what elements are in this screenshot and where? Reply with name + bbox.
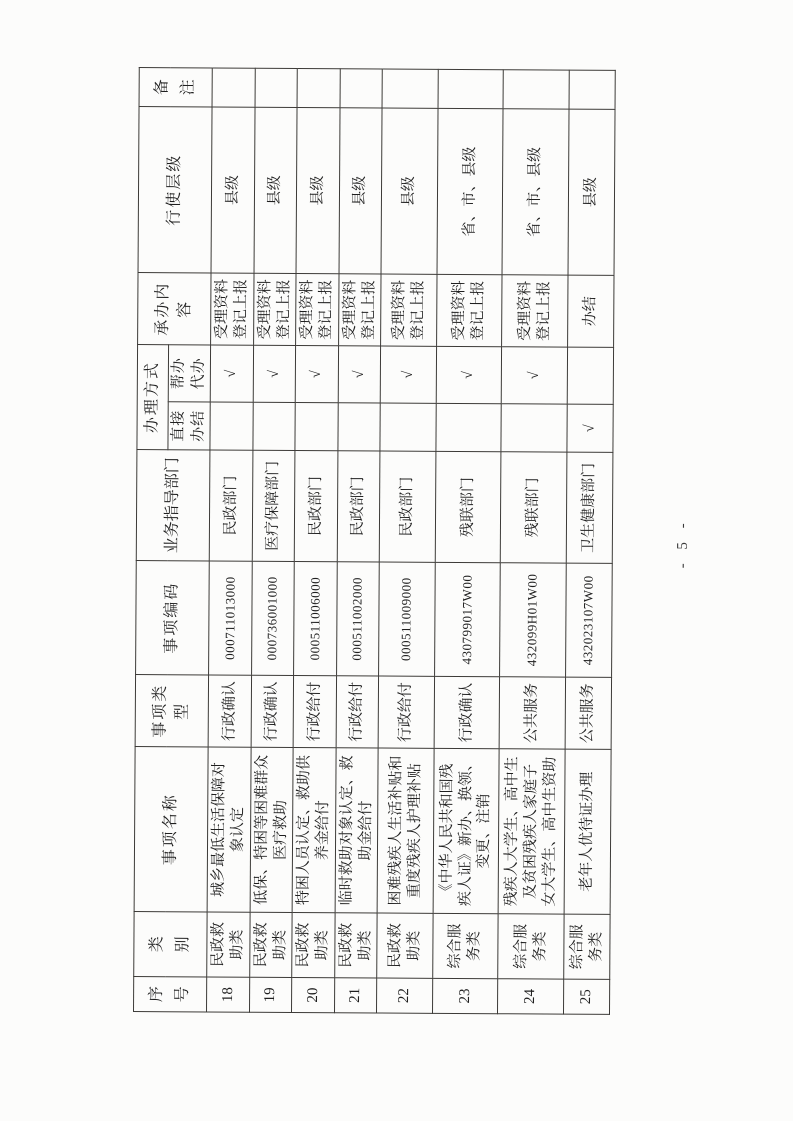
direct-check-cell [436,403,501,451]
serial-cell: 18 [207,977,250,1012]
table-row [432,69,503,1013]
guide-dept-cell: 民政部门 [294,450,338,561]
serial-cell: 22 [376,978,432,1013]
item-type-cell: 行政给付 [293,675,336,747]
remark-cell [255,68,297,107]
header-item-name: 事项名称 [134,747,208,912]
guide-dept-cell: 医疗保障部门 [252,450,295,561]
header-handle-method: 办理方式 [137,344,169,449]
level-cell: 县级 [296,107,340,273]
assist-check-cell: √ [380,346,436,403]
assist-check-cell: √ [253,345,295,402]
item-type-cell: 公共服务 [565,677,611,749]
direct-check-cell [338,403,380,451]
item-type-cell: 行政确认 [208,675,251,747]
header-item-code: 事项编码 [136,561,210,675]
assist-check-cell [567,347,613,404]
content-cell: 受理资料 登记上报 [296,273,339,345]
item-type-cell: 行政确认 [434,676,499,748]
direct-check-cell [501,404,567,452]
serial-cell: 24 [497,979,563,1014]
item-code-cell: 430799017W00 [435,562,501,676]
item-code-cell: 000736001000 [252,561,295,675]
serial-cell: 19 [250,977,292,1012]
content-cell: 受理资料 登记上报 [211,273,254,345]
remark-cell [569,70,615,109]
remark-cell [382,69,438,108]
level-cell: 县级 [381,108,438,274]
direct-check-cell: √ [567,404,613,452]
header-category: 类 别 [134,912,207,977]
category-cell: 综合服 务类 [433,913,498,978]
direct-check-cell [210,402,253,450]
content-cell: 受理资料 登记上报 [381,274,437,346]
table-row [563,70,615,1014]
header-row-1 [134,68,171,1012]
category-cell: 综合服 务类 [564,914,610,979]
table-row [334,69,382,1013]
level-cell: 县级 [339,108,382,274]
item-name-cell: 老年人优待证办理 [564,749,611,914]
remark-cell [503,70,569,109]
assist-check-cell: √ [338,346,380,403]
header-exercise-level: 行使层级 [138,107,212,273]
table-row [497,70,569,1014]
guide-dept-cell: 残联部门 [435,451,501,562]
header-remark: 备 注 [139,68,212,107]
assist-check-cell: √ [210,345,253,402]
level-cell: 县级 [254,107,297,273]
item-code-cell: 000511006000 [294,561,338,675]
level-cell: 县级 [568,109,615,275]
header-undertake-content: 承办内容 [138,273,211,345]
item-name-cell: 特困人员认定、救助供 养金给付 [292,747,336,912]
header-item-type: 事项类型 [135,675,208,747]
item-code-cell: 000511002000 [337,562,380,676]
direct-check-cell [295,402,338,450]
serial-cell: 21 [334,978,376,1013]
category-cell: 民政救 助类 [377,913,433,978]
header-assist-handle: 帮办 代办 [168,345,210,402]
content-cell: 办结 [568,275,614,347]
content-cell: 受理资料 登记上报 [437,274,502,346]
header-guidance-department: 业务指导部门 [136,450,210,561]
category-cell: 民政救 助类 [335,913,377,978]
serial-cell: 20 [292,977,335,1012]
rotated-landscape-sheet [133,68,695,1015]
content-cell: 受理资料 登记上报 [254,273,296,345]
item-name-cell: 临时救助对象认定、救 助金给付 [335,748,378,913]
item-name-cell: 低保、特困等困难群众 医疗救助 [250,747,293,912]
page-number: - 5 - [674,518,692,569]
table-row [250,68,298,1012]
item-type-cell: 行政给付 [378,676,434,748]
category-cell: 民政救 助类 [250,912,292,977]
item-code-cell: 000711013000 [209,561,253,675]
category-cell: 民政救 助类 [292,912,335,977]
remark-cell [212,68,255,107]
assist-check-cell: √ [295,345,338,402]
assist-check-cell: √ [436,346,501,403]
level-cell: 省、市、县级 [502,109,569,275]
direct-check-cell [380,403,436,451]
item-type-cell: 行政给付 [336,676,378,748]
direct-check-cell [253,402,295,450]
guide-dept-cell: 民政部门 [379,451,436,562]
assist-check-cell: √ [501,347,567,404]
item-code-cell: 432099H01W00 [500,563,567,677]
header-direct-handle: 直接 办结 [168,402,210,450]
level-cell: 县级 [211,107,255,273]
service-items-table [133,67,616,1015]
item-name-cell: 城乡最低生活保障对 象认定 [207,747,251,912]
item-name-cell: 残疾人大学生、高中生 及贫困残疾人家庭子 女大学生、高中生资助 [498,749,565,914]
item-code-cell: 000511009000 [379,562,436,676]
category-cell: 民政救 助类 [207,912,250,977]
level-cell: 省、市、县级 [437,108,503,274]
item-name-cell: 困难残疾人生活补贴和 重度残疾人护理补贴 [377,748,434,913]
remark-cell [297,68,340,107]
guide-dept-cell: 残联部门 [500,452,567,563]
content-cell: 受理资料 登记上报 [502,275,568,347]
item-code-cell: 432023107W00 [566,563,613,677]
table-row [207,68,256,1012]
category-cell: 综合服 务类 [498,914,564,979]
remark-cell [438,69,503,108]
serial-cell: 23 [432,978,497,1013]
table-row [376,69,438,1013]
guide-dept-cell: 民政部门 [337,451,380,562]
header-serial-number: 序 号 [134,977,207,1012]
item-type-cell: 行政确认 [251,675,293,747]
table-row [292,68,341,1012]
guide-dept-cell: 卫生健康部门 [566,452,613,563]
content-cell: 受理资料 登记上报 [339,274,381,346]
item-name-cell: 《中华人民共和国残 疾人证》新办、换领、 变更、注销 [433,748,499,913]
remark-cell [340,69,382,108]
serial-cell: 25 [563,979,609,1014]
item-type-cell: 公共服务 [499,677,565,749]
guide-dept-cell: 民政部门 [209,450,253,561]
